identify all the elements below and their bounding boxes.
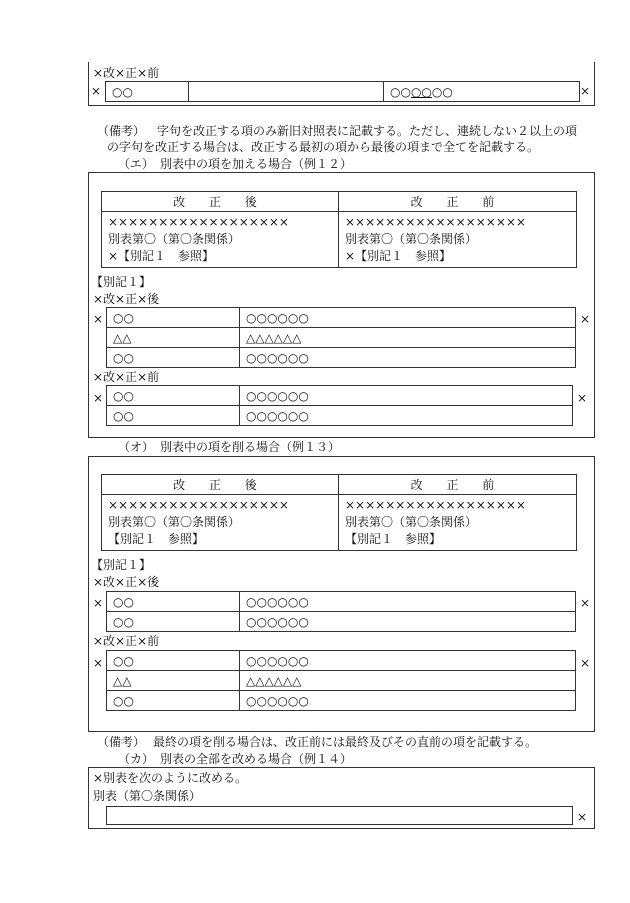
before-header: 改 正 前 (339, 475, 577, 495)
table-row (107, 671, 576, 691)
table-cell: △△△△△△ (240, 328, 576, 348)
section-e-before-left-mark: × (93, 391, 104, 405)
before-line: 【別記１ 参照】 (345, 532, 442, 546)
after-line: ×【別記１ 参照】 (108, 249, 215, 263)
section-e-after-table (106, 307, 576, 368)
table-row (102, 495, 577, 551)
table-row (107, 328, 576, 348)
top-left-mark: × (91, 84, 102, 98)
section-ka-heading: （カ） 別表の全部を改める場合（例１４） (118, 752, 353, 766)
after-header: 改 正 後 (102, 475, 339, 495)
table-cell (189, 82, 384, 102)
section-e-after-left-mark: × (93, 312, 104, 326)
section-ka-line1: ×別表を次のように改める。 (93, 771, 248, 785)
section-e-compare-table (101, 191, 577, 268)
section-e-heading: （エ） 別表中の項を加える場合（例１２） (118, 157, 353, 171)
table-cell: ○○ (107, 348, 240, 368)
top-table (105, 81, 580, 102)
section-o-after-left-mark: × (93, 596, 104, 610)
section-o-after-right-mark: × (580, 596, 591, 610)
after-content (102, 212, 339, 268)
table-row (107, 406, 573, 426)
table-cell: ○○ (107, 592, 240, 612)
table-cell: ○○○○○○ (240, 651, 576, 671)
top-right-mark: × (580, 84, 591, 98)
table-cell: ○○○○○○ (240, 406, 573, 426)
section-o-before-left-mark: × (93, 656, 104, 670)
table-cell: ○○ (107, 691, 240, 711)
table-cell: △△ (107, 671, 240, 691)
before-content (339, 212, 577, 268)
section-e-before-table (106, 385, 573, 426)
section-e-before-right-mark: × (577, 391, 588, 405)
section-ka-line2: 別表（第〇条関係） (93, 789, 202, 803)
before-line: 別表第〇（第〇条関係） (345, 515, 478, 529)
section-o-after-label: ×改×正×後 (93, 575, 160, 589)
section-o-before-right-mark: × (580, 656, 591, 670)
before-line: ×【別記１ 参照】 (345, 249, 452, 263)
note2-text: 最終の項を削る場合は、改正前には最終及びその直前の項を記載する。 (153, 735, 538, 749)
after-header: 改 正 後 (102, 192, 339, 212)
after-line: 別表第〇（第〇条関係） (108, 232, 241, 246)
table-row (102, 192, 577, 212)
after-line: ×××××××××××××××××× (108, 498, 289, 512)
table-cell: ○○○○○○ (240, 308, 576, 328)
table-cell: ○○ (107, 386, 240, 406)
table-cell: ○○○○○○ (240, 386, 573, 406)
table-cell: ○○○○○○ (384, 82, 580, 102)
table-row (107, 386, 573, 406)
after-line: ×××××××××××××××××× (108, 215, 289, 229)
top-before-label: ×改×正×前 (93, 66, 160, 80)
section-e-bekki: 【別記１】 (91, 275, 152, 289)
table-row (107, 348, 576, 368)
before-line: ×××××××××××××××××× (345, 498, 526, 512)
before-header: 改 正 前 (339, 192, 577, 212)
section-o-before-label: ×改×正×前 (93, 634, 160, 648)
section-o-before-table (106, 650, 576, 711)
table-row (107, 691, 576, 711)
table-cell: ○○○○○○ (240, 592, 576, 612)
before-line: ×××××××××××××××××× (345, 215, 526, 229)
section-ka-right-mark: × (577, 810, 588, 824)
section-o-after-table (106, 591, 576, 632)
note1-label: （備考） (97, 124, 146, 138)
table-cell: ○○○○○○ (240, 348, 576, 368)
table-cell: ○○ (107, 651, 240, 671)
table-row (102, 212, 577, 268)
section-ka-table-box (106, 806, 573, 825)
table-cell: ○○ (107, 612, 240, 632)
table-row (102, 475, 577, 495)
before-line: 別表第〇（第〇条関係） (345, 232, 478, 246)
table-cell: ○○ (106, 82, 189, 102)
table-cell: △△ (107, 328, 240, 348)
table-row (107, 592, 576, 612)
note1-line1: 字句を改正する項のみ新旧対照表に記載する。ただし、連続しない２以上の項 (157, 124, 578, 138)
note2-label: （備考） (97, 735, 146, 749)
table-cell: ○○ (107, 308, 240, 328)
after-content (102, 495, 339, 551)
table-cell: ○○○○○○ (240, 612, 576, 632)
table-cell: ○○ (107, 406, 240, 426)
before-content (339, 495, 577, 551)
note1-line2: の字句を改正する場合は、改正する最初の項から最後の項まで全てを記載する。 (107, 140, 540, 154)
section-o-compare-table (101, 474, 577, 551)
section-e-before-label: ×改×正×前 (93, 370, 160, 384)
table-row (106, 82, 580, 102)
section-e-after-right-mark: × (580, 312, 591, 326)
table-row (107, 308, 576, 328)
after-line: 【別記１ 参照】 (108, 532, 205, 546)
table-cell: ○○○○○○ (240, 691, 576, 711)
section-o-heading: （オ） 別表中の項を削る場合（例１３） (118, 440, 341, 454)
table-row (107, 612, 576, 632)
table-cell: △△△△△△ (240, 671, 576, 691)
after-line: 別表第〇（第〇条関係） (108, 515, 241, 529)
section-e-after-label: ×改×正×後 (93, 292, 160, 306)
table-row (107, 651, 576, 671)
section-o-bekki: 【別記１】 (91, 558, 152, 572)
